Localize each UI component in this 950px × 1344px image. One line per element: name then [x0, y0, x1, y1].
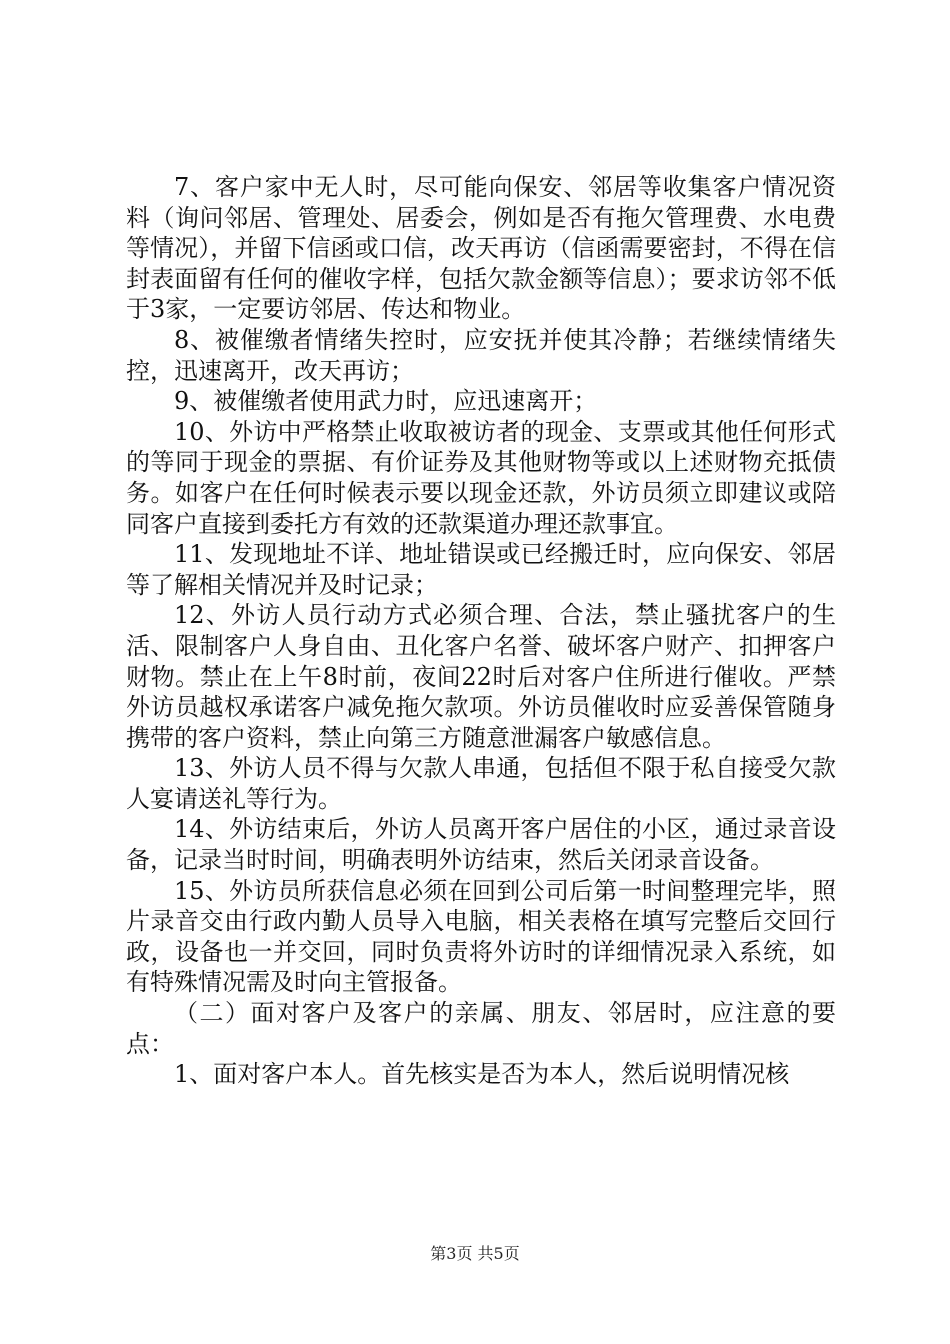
paragraph-item-14: 14、外访结束后，外访人员离开客户居住的小区，通过录音设备，记录当时时间，明确表明外访结束，然后关闭录音设备。	[126, 815, 836, 875]
section-heading-two: （二）面对客户及客户的亲属、朋友、邻居时，应注意的要点：	[126, 999, 836, 1058]
paragraph-item-8: 8、被催缴者情绪失控时，应安抚并使其冷静；若继续情绪失控，迅速离开，改天再访；	[126, 325, 836, 385]
paragraph-item-10: 10、外访中严格禁止收取被访者的现金、支票或其他任何形式的等同于现金的票据、有价证券及其他财物等或以上述财物充抵债务。如客户在任何时候表示要以现金还款，外访员须立即建议或陪同客户直接到委托方有效的还款渠道办理还款事宜。	[126, 417, 836, 538]
paragraph-item-15: 15、外访员所获信息必须在回到公司后第一时间整理完毕，照片录音交由行政内勤人员导入电脑，相关表格在填写完整后交回行政，设备也一并交回，同时负责将外访时的详细情况录入系统，如有特殊情况需及时向主管报备。	[126, 876, 836, 997]
paragraph-item-7: 7、客户家中无人时，尽可能向保安、邻居等收集客户情况资料（询问邻居、管理处、居委会，例如是否有拖欠管理费、水电费等情况），并留下信函或口信，改天再访（信函需要密封，不得在信封表面留有任何的催收字样，包括欠款金额等信息）；要求访邻不低于3家，一定要访邻居、传达和物业。	[126, 173, 836, 324]
paragraph-item-11: 11、发现地址不详、地址错误或已经搬迁时，应向保安、邻居等了解相关情况并及时记录；	[126, 540, 836, 599]
paragraph-item-12: 12、外访人员行动方式必须合理、合法，禁止骚扰客户的生活、限制客户人身自由、丑化客户名誉、破坏客户财产、扣押客户财物。禁止在上午8时前，夜间22时后对客户住所进行催收。严禁外访员越权承诺客户减免拖欠款项。外访员催收时应妥善保管随身携带的客户资料，禁止向第三方随意泄漏客户敏感信息。	[126, 601, 836, 752]
page-number-footer: 第3页 共5页	[430, 1244, 520, 1263]
paragraph-subitem-1: 1、面对客户本人。首先核实是否为本人，然后说明情况核	[174, 1060, 790, 1089]
paragraph-item-9: 9、被催缴者使用武力时，应迅速离开；	[174, 387, 598, 416]
paragraph-item-13: 13、外访人员不得与欠款人串通，包括但不限于私自接受欠款人宴请送礼等行为。	[126, 754, 836, 813]
document-body	[126, 172, 836, 1090]
